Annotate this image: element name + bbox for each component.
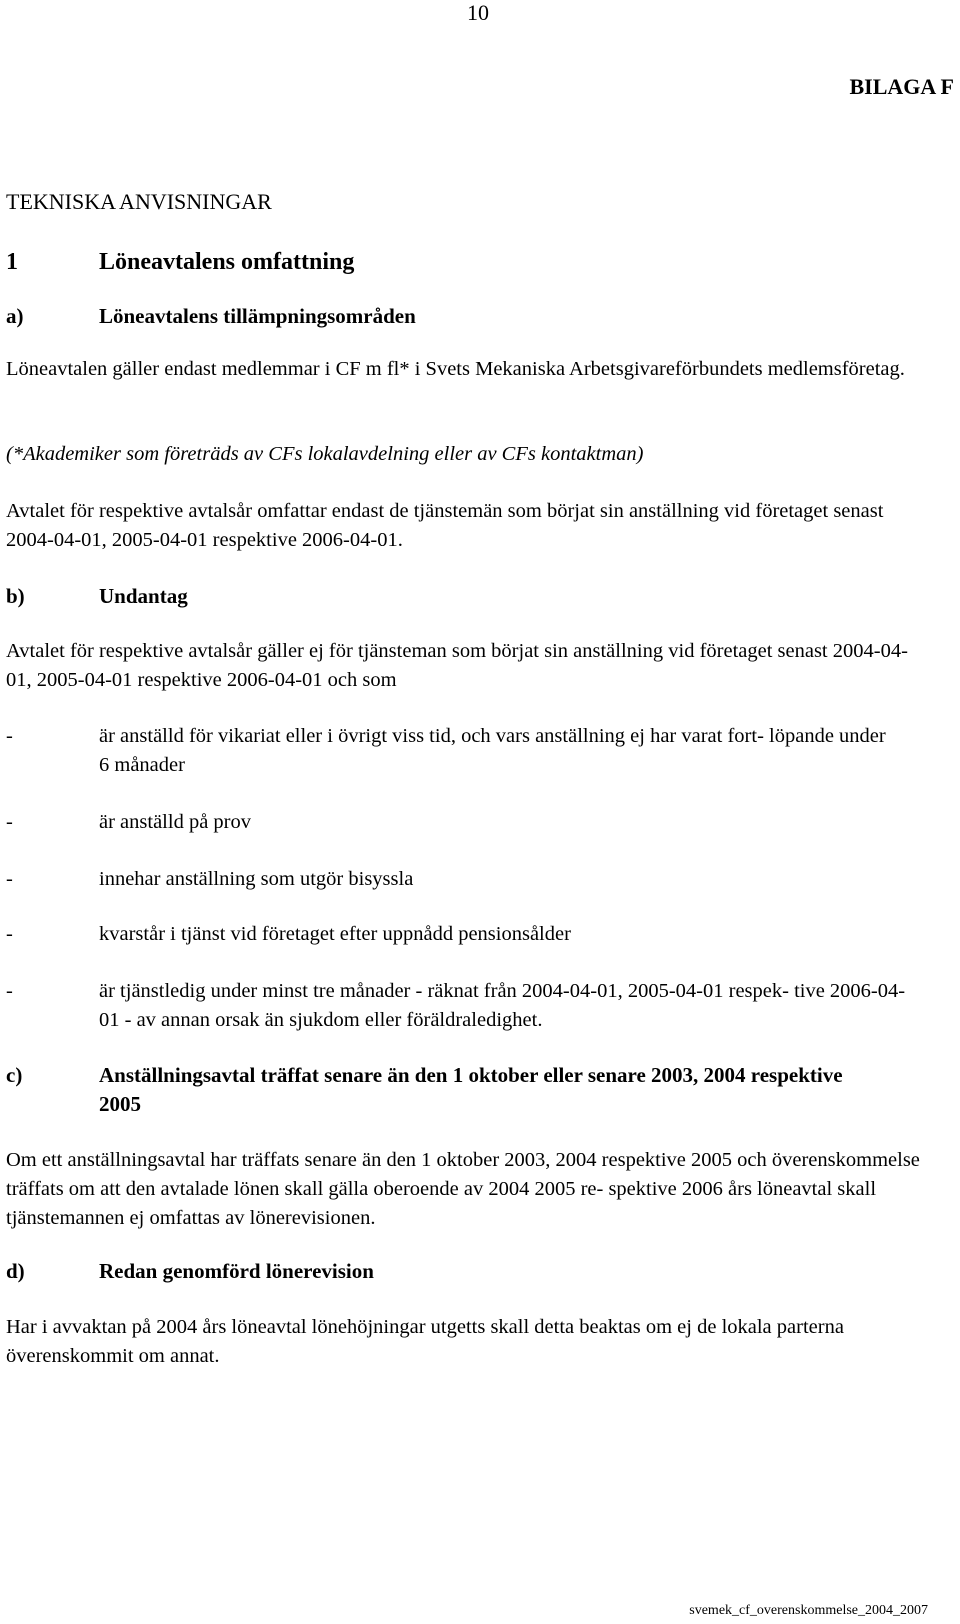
- list-dash: -: [6, 811, 13, 833]
- subsection-a-paragraph-1: Löneavtalen gäller endast medlemmar i CF m fl* i Svets Mekaniska Arbetsgivareförbundets medlemsföretag.: [6, 358, 905, 380]
- section-number: 1: [6, 249, 18, 275]
- subsection-b-heading: [6, 583, 188, 609]
- list-item-text: är anställd på prov: [99, 811, 251, 833]
- subsection-c-title: Anställningsavtal träffat senare än den 1 oktober eller senare 2003, 2004 respektive 2005: [99, 1063, 843, 1116]
- subsection-d-label: d): [6, 1259, 25, 1283]
- list-dash: -: [6, 725, 13, 747]
- subsection-d-paragraph: Har i avvaktan på 2004 års löneavtal lönehöjningar utgetts skall detta beaktas om ej de lokala parterna överenskommit om annat.: [6, 1316, 844, 1367]
- list-item-text: är tjänstledig under minst tre månader - räknat från 2004-04-01, 2005-04-01 respek- tive 2006-04-01 - av annan orsak än sjukdom eller föräldraledighet.: [99, 980, 906, 1031]
- list-item: [6, 920, 926, 949]
- subsection-c-label: c): [6, 1063, 23, 1087]
- section-title: Löneavtalens omfattning: [99, 249, 355, 275]
- list-item: [6, 722, 926, 780]
- subsection-a-heading: [6, 303, 416, 329]
- list-item-text: kvarstår i tjänst vid företaget efter uppnådd pensionsålder: [99, 923, 571, 945]
- list-item-text: är anställd för vikariat eller i övrigt viss tid, och vars anställning ej har varat fort- löpande under 6 månader: [99, 725, 886, 776]
- subsection-a-paragraph-2: Avtalet för respektive avtalsår omfattar endast de tjänstemän som börjat sin anställning vid företaget senast 2004-04-01, 2005-04-01 respektive 2006-04-01.: [6, 500, 884, 551]
- list-dash: -: [6, 923, 13, 945]
- footer-filename: svemek_cf_overenskommelse_2004_2007: [689, 1603, 928, 1618]
- document-title: TEKNISKA ANVISNINGAR: [6, 189, 272, 214]
- list-item: [6, 977, 926, 1035]
- subsection-d-heading: [6, 1258, 374, 1284]
- section-heading: [6, 248, 354, 276]
- subsection-b-intro: Avtalet för respektive avtalsår gäller ej för tjänsteman som börjat sin anställning vid företaget senast 2004-04-01, 2005-04-01 respektive 2006-04-01 och som: [6, 640, 908, 691]
- list-dash: -: [6, 868, 13, 890]
- list-dash: -: [6, 980, 13, 1002]
- subsection-a-label: a): [6, 304, 24, 328]
- list-item-text: innehar anställning som utgör bisyssla: [99, 868, 414, 890]
- subsection-c-paragraph: Om ett anställningsavtal har träffats senare än den 1 oktober 2003, 2004 respektive 2005 och överenskommelse träffats om att den avtalade lönen skall gälla oberoende av 2004 2005 re- spektive 2006 års löneavtal skall tjänstemannen ej omfattas av lönerevisionen.: [6, 1149, 920, 1229]
- list-item: [6, 865, 926, 894]
- subsection-b-title: Undantag: [99, 584, 188, 608]
- list-item: [6, 808, 926, 837]
- appendix-label: BILAGA F: [849, 74, 954, 99]
- subsection-b-label: b): [6, 584, 25, 608]
- subsection-c-heading: [6, 1061, 926, 1119]
- page-number: 10: [467, 0, 489, 25]
- subsection-a-note: (*Akademiker som företräds av CFs lokalavdelning eller av CFs kontaktman): [6, 443, 644, 465]
- subsection-a-title: Löneavtalens tillämpningsområden: [99, 304, 416, 328]
- subsection-d-title: Redan genomförd lönerevision: [99, 1259, 374, 1283]
